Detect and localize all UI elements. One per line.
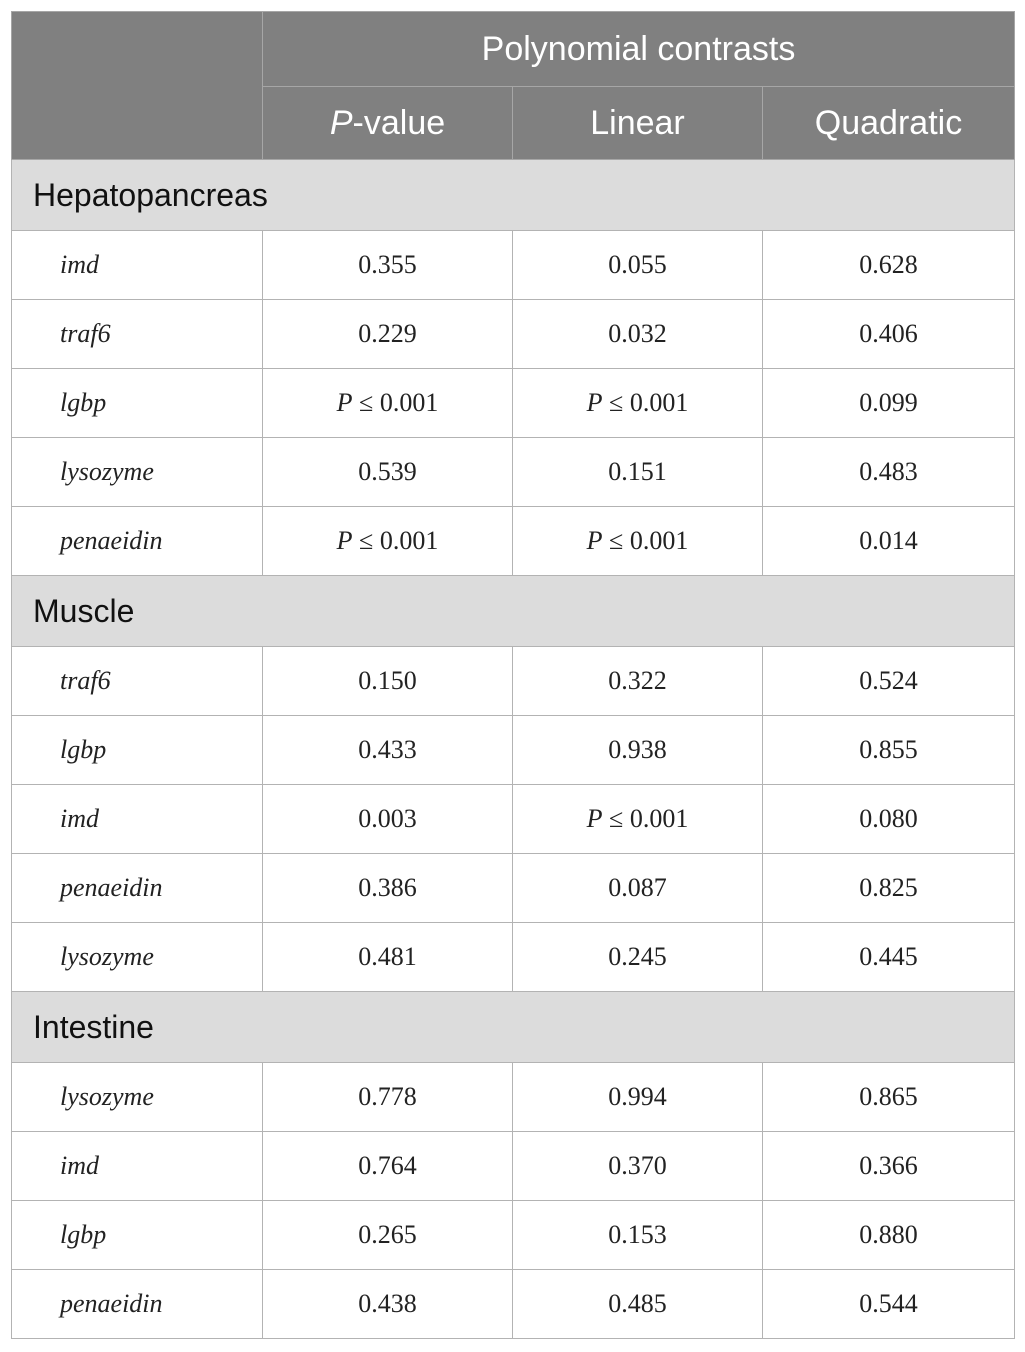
section-label: Muscle <box>12 576 1015 647</box>
p-symbol: P <box>586 388 603 417</box>
p-symbol: P <box>336 526 353 555</box>
gene-name-cell: lysozyme <box>12 438 263 507</box>
gene-name-cell: lysozyme <box>12 1063 263 1132</box>
quadratic-cell: 0.628 <box>763 231 1015 300</box>
p-value-cell: 0.265 <box>263 1201 513 1270</box>
quadratic-cell: 0.544 <box>763 1270 1015 1339</box>
section-row <box>12 160 1015 231</box>
linear-cell: P ≤ 0.001 <box>513 507 763 576</box>
p-value-cell: 0.386 <box>263 854 513 923</box>
col-header-p-value <box>263 87 513 160</box>
quadratic-cell: 0.366 <box>763 1132 1015 1201</box>
p-symbol: P <box>586 526 603 555</box>
quadratic-cell: 0.406 <box>763 300 1015 369</box>
quadratic-cell: 0.445 <box>763 923 1015 992</box>
table-header <box>12 12 1015 160</box>
p-value-cell: 0.481 <box>263 923 513 992</box>
table-row <box>12 1270 1015 1339</box>
table-row <box>12 300 1015 369</box>
gene-name-cell: penaeidin <box>12 854 263 923</box>
linear-cell: 0.151 <box>513 438 763 507</box>
linear-cell: 0.938 <box>513 716 763 785</box>
p-value-cell: P ≤ 0.001 <box>263 369 513 438</box>
linear-cell: 0.994 <box>513 1063 763 1132</box>
linear-cell: 0.055 <box>513 231 763 300</box>
quadratic-cell: 0.014 <box>763 507 1015 576</box>
table-row <box>12 369 1015 438</box>
section-row <box>12 576 1015 647</box>
gene-name-cell: penaeidin <box>12 507 263 576</box>
gene-name-cell: imd <box>12 785 263 854</box>
corner-cell <box>12 12 263 160</box>
table-row <box>12 785 1015 854</box>
table-row <box>12 716 1015 785</box>
quadratic-cell: 0.483 <box>763 438 1015 507</box>
linear-cell: P ≤ 0.001 <box>513 785 763 854</box>
p-value-cell: 0.150 <box>263 647 513 716</box>
section-row <box>12 992 1015 1063</box>
linear-cell: P ≤ 0.001 <box>513 369 763 438</box>
contrasts-table <box>11 11 1015 1339</box>
gene-name-cell: imd <box>12 231 263 300</box>
p-symbol: P <box>336 388 353 417</box>
table-row <box>12 231 1015 300</box>
p-value-cell: 0.438 <box>263 1270 513 1339</box>
p-symbol: P <box>329 103 353 142</box>
linear-cell: 0.032 <box>513 300 763 369</box>
quadratic-cell: 0.099 <box>763 369 1015 438</box>
table-row <box>12 647 1015 716</box>
table-row <box>12 507 1015 576</box>
quadratic-cell: 0.825 <box>763 854 1015 923</box>
quadratic-cell: 0.855 <box>763 716 1015 785</box>
linear-cell: 0.322 <box>513 647 763 716</box>
gene-name-cell: lgbp <box>12 716 263 785</box>
linear-cell: 0.370 <box>513 1132 763 1201</box>
p-value-cell: 0.539 <box>263 438 513 507</box>
gene-name-cell: imd <box>12 1132 263 1201</box>
quadratic-cell: 0.080 <box>763 785 1015 854</box>
col-header-quadratic: Quadratic <box>763 87 1015 160</box>
gene-name-cell: lysozyme <box>12 923 263 992</box>
linear-cell: 0.485 <box>513 1270 763 1339</box>
p-value-cell: 0.433 <box>263 716 513 785</box>
table-row <box>12 854 1015 923</box>
gene-name-cell: traf6 <box>12 647 263 716</box>
section-label: Hepatopancreas <box>12 160 1015 231</box>
p-symbol: P <box>586 804 603 833</box>
quadratic-cell: 0.880 <box>763 1201 1015 1270</box>
linear-cell: 0.245 <box>513 923 763 992</box>
p-value-cell: 0.229 <box>263 300 513 369</box>
p-value-cell: 0.764 <box>263 1132 513 1201</box>
p-value-cell: P ≤ 0.001 <box>263 507 513 576</box>
section-label: Intestine <box>12 992 1015 1063</box>
linear-cell: 0.087 <box>513 854 763 923</box>
gene-name-cell: lgbp <box>12 1201 263 1270</box>
gene-name-cell: penaeidin <box>12 1270 263 1339</box>
table-row <box>12 438 1015 507</box>
p-value-cell: 0.778 <box>263 1063 513 1132</box>
quadratic-cell: 0.524 <box>763 647 1015 716</box>
table-row <box>12 1201 1015 1270</box>
table-body <box>12 160 1015 1339</box>
table-row <box>12 923 1015 992</box>
gene-name-cell: traf6 <box>12 300 263 369</box>
table-row <box>12 1132 1015 1201</box>
p-value-suffix: -value <box>352 103 446 142</box>
p-value-cell: 0.003 <box>263 785 513 854</box>
quadratic-cell: 0.865 <box>763 1063 1015 1132</box>
p-value-cell: 0.355 <box>263 231 513 300</box>
group-header: Polynomial contrasts <box>263 12 1015 87</box>
table-row <box>12 1063 1015 1132</box>
linear-cell: 0.153 <box>513 1201 763 1270</box>
col-header-linear: Linear <box>513 87 763 160</box>
gene-name-cell: lgbp <box>12 369 263 438</box>
